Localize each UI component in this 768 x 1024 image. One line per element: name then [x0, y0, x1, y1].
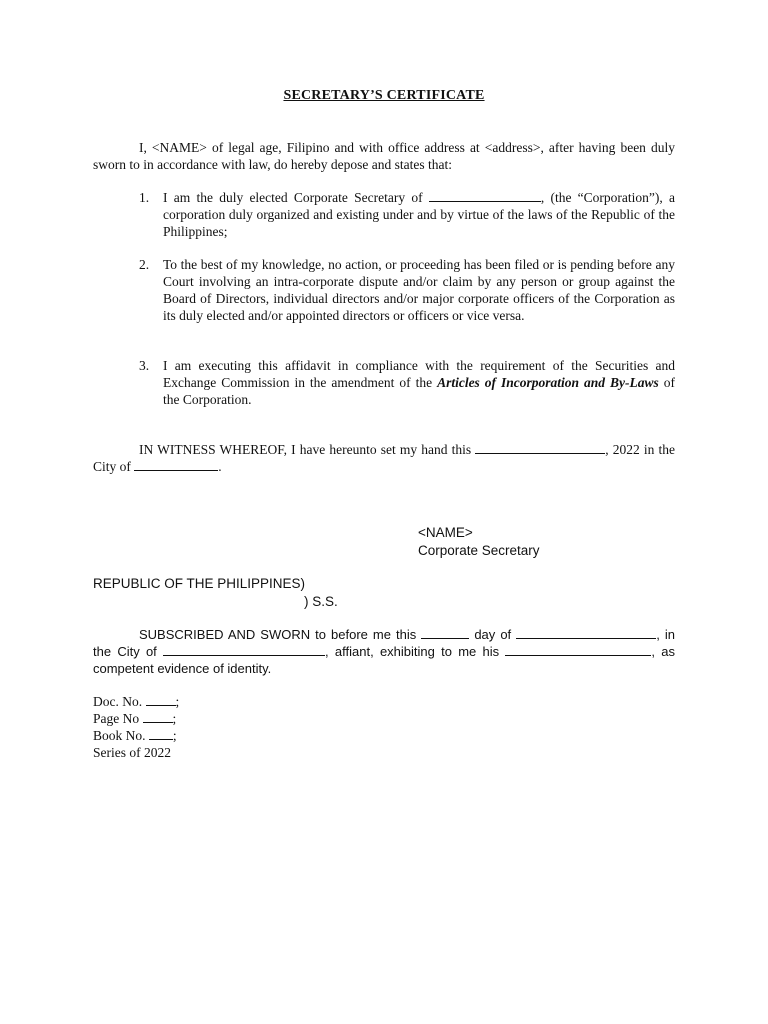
- doc-no-line: [93, 693, 179, 710]
- book-no-line: [93, 727, 177, 744]
- document-title: SECRETARY’S CERTIFICATE: [283, 88, 485, 103]
- item-3-text-a: I am executing this affidavit in compliance with the requirement of the Securities and Exchange Commission in the amendment of the: [163, 358, 675, 390]
- doc-no-blank[interactable]: [146, 694, 176, 706]
- jurat-text-e: , as competent evidence of identity.: [93, 644, 675, 676]
- jurat-day-blank[interactable]: [421, 627, 469, 639]
- venue-ss: ) S.S.: [304, 594, 338, 609]
- item-1-text-a: I am the duly elected Corporate Secretary of: [163, 190, 423, 205]
- item-1-text-b: , (the “Corporation”), a corporation duly organized and existing under and by virtue of the laws of the Republic of the Philippines;: [163, 190, 675, 239]
- jurat-city-blank[interactable]: [163, 644, 325, 656]
- series-line: Series of 2022: [93, 745, 171, 760]
- item-3-emphasis: Articles of Incorporation and By-Laws: [437, 375, 659, 390]
- item-2-text: To the best of my knowledge, no action, or proceeding has been filed or is pending before any Court involving an intra-corporate dispute and/or claim by any person or group against the Board of Directors, individual directors and/or major corporate officers of the Corporation as its duly elected and/or appointed directors or officers or vice versa.: [163, 257, 675, 323]
- list-item-2: [139, 256, 675, 324]
- witness-text-a: IN WITNESS WHEREOF, I have hereunto set my hand this: [139, 442, 472, 457]
- signatory-role: Corporate Secretary: [418, 543, 540, 558]
- page-no-label: Page No: [93, 711, 140, 726]
- corporation-name-blank[interactable]: [429, 190, 541, 202]
- date-blank[interactable]: [475, 442, 605, 454]
- jurat-text-a: SUBSCRIBED AND SWORN to before me this: [139, 627, 417, 642]
- venue-republic: REPUBLIC OF THE PHILIPPINES): [93, 576, 306, 591]
- city-blank[interactable]: [134, 459, 218, 471]
- jurat-text-b: day of: [474, 627, 512, 642]
- book-no-semicolon: ;: [172, 728, 177, 743]
- book-no-blank[interactable]: [149, 728, 173, 740]
- intro-paragraph: [93, 139, 675, 173]
- jurat-month-blank[interactable]: [516, 627, 656, 639]
- signatory-name: <NAME>: [418, 525, 473, 540]
- doc-no-label: Doc. No.: [93, 694, 143, 709]
- jurat-paragraph: [93, 626, 675, 677]
- list-item-1: [139, 189, 675, 240]
- book-no-label: Book No.: [93, 728, 146, 743]
- doc-no-semicolon: ;: [175, 694, 180, 709]
- witness-paragraph: [93, 441, 675, 475]
- intro-text: I, <NAME> of legal age, Filipino and with office address at <address>, after having been duly sworn to in accordance with law, do hereby depose and states that:: [93, 140, 675, 172]
- jurat-text-d: , affiant, exhibiting to me his: [325, 644, 500, 659]
- witness-text-b: , 2022 in the City of: [93, 442, 675, 474]
- item-3-text-b: of the Corporation.: [163, 375, 675, 407]
- evidence-of-identity-blank[interactable]: [505, 644, 651, 656]
- list-item-3: [139, 357, 675, 408]
- jurat-text-c: , in the City of: [93, 627, 675, 659]
- page-no-line: [93, 710, 176, 727]
- list-number: 3.: [139, 358, 150, 373]
- page-no-semicolon: ;: [172, 711, 177, 726]
- list-number: 2.: [139, 257, 150, 272]
- witness-text-c: .: [218, 459, 222, 474]
- list-number: 1.: [139, 190, 150, 205]
- page-no-blank[interactable]: [143, 711, 173, 723]
